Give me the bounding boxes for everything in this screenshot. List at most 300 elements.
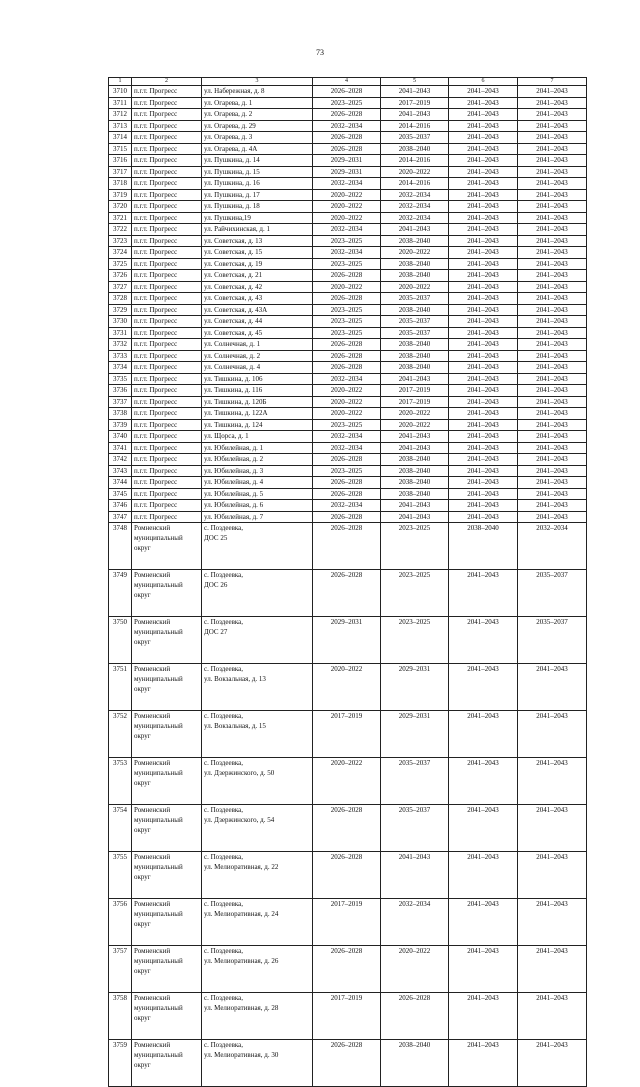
table-row bbox=[109, 899, 587, 946]
period-cell-col5: 2041–2043 bbox=[381, 373, 449, 385]
period-cell-col7: 2041–2043 bbox=[518, 1040, 587, 1087]
period-cell-col5: 2032–2034 bbox=[381, 899, 449, 946]
address-cell bbox=[202, 419, 313, 431]
locality-line: муниципальный bbox=[134, 816, 183, 824]
period-cell-col4: 2020–2022 bbox=[313, 758, 381, 805]
table-row bbox=[109, 758, 587, 805]
column-number: 2 bbox=[132, 78, 202, 86]
address-line: с. Поздеевка, bbox=[204, 571, 244, 579]
period-cell-col4: 2020–2022 bbox=[313, 396, 381, 408]
locality-line: п.г.т. Прогресс bbox=[134, 328, 178, 337]
locality-line: п.г.т. Прогресс bbox=[134, 179, 178, 187]
locality-cell bbox=[132, 477, 202, 489]
period-cell-col5: 2038–2040 bbox=[381, 350, 449, 362]
locality-line: округ bbox=[134, 826, 151, 834]
period-cell-col5: 2020–2022 bbox=[381, 408, 449, 420]
period-cell-col5: 2038–2040 bbox=[381, 477, 449, 489]
locality-cell bbox=[132, 304, 202, 316]
period-cell-col5: 2038–2040 bbox=[381, 304, 449, 316]
row-number-cell: 3759 bbox=[109, 1040, 132, 1087]
row-number-cell: 3711 bbox=[109, 97, 132, 109]
column-number: 3 bbox=[202, 78, 313, 86]
period-cell-col7: 2041–2043 bbox=[518, 664, 587, 711]
row-number-cell: 3749 bbox=[109, 570, 132, 617]
locality-line: округ bbox=[134, 732, 151, 740]
period-cell-col7: 2041–2043 bbox=[518, 805, 587, 852]
period-cell-col7: 2041–2043 bbox=[518, 373, 587, 385]
period-cell-col5: 2032–2034 bbox=[381, 201, 449, 213]
period-cell-col5: 2041–2043 bbox=[381, 86, 449, 98]
address-cell bbox=[202, 270, 313, 282]
locality-line: муниципальный bbox=[134, 628, 183, 636]
address-line: ул. Советская, д. 44 bbox=[204, 317, 263, 325]
row-number-cell: 3757 bbox=[109, 946, 132, 993]
period-cell-col4: 2023–2025 bbox=[313, 316, 381, 328]
period-cell-col4: 2032–2034 bbox=[313, 120, 381, 132]
row-number-cell: 3729 bbox=[109, 304, 132, 316]
period-cell-col4: 2026–2028 bbox=[313, 86, 381, 98]
period-cell-col5: 2029–2031 bbox=[381, 711, 449, 758]
address-line: ул. Пушкина, д. 18 bbox=[204, 202, 260, 210]
table-row bbox=[109, 339, 587, 351]
row-number-cell: 3725 bbox=[109, 258, 132, 270]
locality-line: округ bbox=[134, 920, 151, 928]
table-row bbox=[109, 805, 587, 852]
row-number-cell: 3712 bbox=[109, 109, 132, 121]
address-cell bbox=[202, 166, 313, 178]
address-cell bbox=[202, 993, 313, 1040]
address-line: ул. Юбилейная, д. 6 bbox=[204, 501, 264, 509]
table-row bbox=[109, 442, 587, 454]
locality-line: Ромненский bbox=[134, 618, 171, 626]
table-row bbox=[109, 396, 587, 408]
period-cell-col4: 2026–2028 bbox=[313, 339, 381, 351]
period-cell-col4: 2020–2022 bbox=[313, 189, 381, 201]
period-cell-col5: 2035–2037 bbox=[381, 327, 449, 339]
locality-line: округ bbox=[134, 685, 151, 693]
period-cell-col4: 2029–2031 bbox=[313, 617, 381, 664]
period-cell-col6: 2041–2043 bbox=[449, 1040, 518, 1087]
address-cell bbox=[202, 362, 313, 374]
row-number-cell: 3717 bbox=[109, 166, 132, 178]
address-cell bbox=[202, 373, 313, 385]
period-cell-col6: 2041–2043 bbox=[449, 97, 518, 109]
locality-cell bbox=[132, 373, 202, 385]
table-row bbox=[109, 408, 587, 420]
period-cell-col6: 2041–2043 bbox=[449, 281, 518, 293]
locality-line: п.г.т. Прогресс bbox=[134, 282, 178, 291]
period-cell-col6: 2041–2043 bbox=[449, 327, 518, 339]
period-cell-col7: 2041–2043 bbox=[518, 258, 587, 270]
address-cell bbox=[202, 617, 313, 664]
address-cell bbox=[202, 758, 313, 805]
address-line: ул. Советская, д. 43 bbox=[204, 294, 263, 302]
locality-line: муниципальный bbox=[134, 1051, 183, 1059]
period-cell-col4: 2029–2031 bbox=[313, 166, 381, 178]
column-number: 1 bbox=[109, 78, 132, 86]
locality-line: Ромненский bbox=[134, 853, 171, 861]
address-cell bbox=[202, 201, 313, 213]
period-cell-col5: 2035–2037 bbox=[381, 132, 449, 144]
column-number-row bbox=[109, 78, 587, 86]
address-cell bbox=[202, 350, 313, 362]
address-line: ул. Солнечная, д. 4 bbox=[204, 363, 261, 371]
period-cell-col6: 2041–2043 bbox=[449, 293, 518, 305]
period-cell-col7: 2041–2043 bbox=[518, 132, 587, 144]
address-line: с. Поздеевка, bbox=[204, 806, 244, 814]
address-line: ул. Райчихинская, д. 1 bbox=[204, 225, 270, 233]
period-cell-col6: 2041–2043 bbox=[449, 711, 518, 758]
locality-line: муниципальный bbox=[134, 910, 183, 918]
address-cell bbox=[202, 664, 313, 711]
row-number-cell: 3723 bbox=[109, 235, 132, 247]
row-number-cell: 3734 bbox=[109, 362, 132, 374]
address-line: ул. Юбилейная, д. 2 bbox=[204, 455, 264, 463]
period-cell-col6: 2041–2043 bbox=[449, 899, 518, 946]
address-line: ул. Пушкина, д. 16 bbox=[204, 179, 260, 187]
locality-line: муниципальный bbox=[134, 1004, 183, 1012]
period-cell-col5: 2038–2040 bbox=[381, 258, 449, 270]
period-cell-col6: 2041–2043 bbox=[449, 477, 518, 489]
table-row bbox=[109, 189, 587, 201]
period-cell-col5: 2038–2040 bbox=[381, 339, 449, 351]
row-number-cell: 3738 bbox=[109, 408, 132, 420]
row-number-cell: 3753 bbox=[109, 758, 132, 805]
schedule-table bbox=[108, 77, 587, 1087]
address-line: ул. Тишкина, д. 106 bbox=[204, 374, 263, 383]
address-cell bbox=[202, 465, 313, 477]
address-line: ул. Огарева, д. 1 bbox=[204, 98, 253, 107]
locality-line: п.г.т. Прогресс bbox=[134, 225, 178, 233]
table-row bbox=[109, 488, 587, 500]
row-number-cell: 3745 bbox=[109, 488, 132, 500]
period-cell-col4: 2026–2028 bbox=[313, 1040, 381, 1087]
locality-line: Ромненский bbox=[134, 994, 171, 1002]
table-row bbox=[109, 431, 587, 443]
locality-line: Ромненский bbox=[134, 759, 171, 767]
period-cell-col6: 2041–2043 bbox=[449, 270, 518, 282]
period-cell-col5: 2035–2037 bbox=[381, 316, 449, 328]
period-cell-col5: 2041–2043 bbox=[381, 511, 449, 523]
address-line: с. Поздеевка, bbox=[204, 1041, 244, 1049]
row-number-cell: 3751 bbox=[109, 664, 132, 711]
period-cell-col6: 2041–2043 bbox=[449, 454, 518, 466]
table-row bbox=[109, 166, 587, 178]
address-line: ул. Советская, д. 15 bbox=[204, 248, 263, 256]
period-cell-col7: 2041–2043 bbox=[518, 385, 587, 397]
column-number: 4 bbox=[313, 78, 381, 86]
address-cell bbox=[202, 711, 313, 758]
period-cell-col7: 2041–2043 bbox=[518, 212, 587, 224]
address-line: ДОС 25 bbox=[204, 534, 228, 542]
period-cell-col7: 2041–2043 bbox=[518, 293, 587, 305]
period-cell-col6: 2041–2043 bbox=[449, 339, 518, 351]
locality-cell bbox=[132, 852, 202, 899]
locality-line: п.г.т. Прогресс bbox=[134, 121, 178, 130]
locality-cell bbox=[132, 86, 202, 98]
address-line: ул. Советская, д. 42 bbox=[204, 282, 263, 291]
address-line: ул. Мелиоративная, д. 30 bbox=[204, 1051, 279, 1059]
period-cell-col5: 2020–2022 bbox=[381, 166, 449, 178]
address-line: ул. Солнечная, д. 2 bbox=[204, 351, 261, 360]
table-row bbox=[109, 86, 587, 98]
period-cell-col7: 2041–2043 bbox=[518, 201, 587, 213]
row-number-cell: 3719 bbox=[109, 189, 132, 201]
period-cell-col6: 2041–2043 bbox=[449, 396, 518, 408]
period-cell-col7: 2041–2043 bbox=[518, 281, 587, 293]
row-number-cell: 3732 bbox=[109, 339, 132, 351]
address-line: с. Поздеевка, bbox=[204, 759, 244, 767]
period-cell-col4: 2020–2022 bbox=[313, 385, 381, 397]
period-cell-col6: 2041–2043 bbox=[449, 419, 518, 431]
address-line: ул. Огарева, д. 29 bbox=[204, 121, 256, 130]
row-number-cell: 3720 bbox=[109, 201, 132, 213]
locality-cell bbox=[132, 711, 202, 758]
period-cell-col5: 2041–2043 bbox=[381, 109, 449, 121]
locality-line: п.г.т. Прогресс bbox=[134, 133, 178, 141]
locality-line: п.г.т. Прогресс bbox=[134, 156, 178, 164]
address-cell bbox=[202, 178, 313, 190]
table-row bbox=[109, 178, 587, 190]
locality-line: п.г.т. Прогресс bbox=[134, 489, 178, 498]
period-cell-col5: 2023–2025 bbox=[381, 570, 449, 617]
address-cell bbox=[202, 189, 313, 201]
period-cell-col4: 2026–2028 bbox=[313, 946, 381, 993]
locality-cell bbox=[132, 758, 202, 805]
address-cell bbox=[202, 852, 313, 899]
address-cell bbox=[202, 316, 313, 328]
period-cell-col5: 2035–2037 bbox=[381, 293, 449, 305]
table-row bbox=[109, 362, 587, 374]
address-line: ДОС 26 bbox=[204, 581, 228, 589]
period-cell-col6: 2041–2043 bbox=[449, 258, 518, 270]
address-line: с. Поздеевка, bbox=[204, 853, 244, 861]
period-cell-col7: 2041–2043 bbox=[518, 304, 587, 316]
address-cell bbox=[202, 396, 313, 408]
address-cell bbox=[202, 258, 313, 270]
page-number: 73 bbox=[316, 48, 324, 57]
address-cell bbox=[202, 155, 313, 167]
period-cell-col4: 2023–2025 bbox=[313, 258, 381, 270]
locality-line: п.г.т. Прогресс bbox=[134, 455, 178, 463]
address-line: ул. Пушкина, д. 15 bbox=[204, 167, 260, 176]
table-row bbox=[109, 523, 587, 570]
locality-line: п.г.т. Прогресс bbox=[134, 397, 178, 406]
locality-cell bbox=[132, 454, 202, 466]
period-cell-col7: 2041–2043 bbox=[518, 166, 587, 178]
period-cell-col5: 2038–2040 bbox=[381, 465, 449, 477]
address-line: ул. Советская, д. 43А bbox=[204, 305, 268, 314]
row-number-cell: 3742 bbox=[109, 454, 132, 466]
locality-cell bbox=[132, 408, 202, 420]
address-cell bbox=[202, 477, 313, 489]
row-number-cell: 3731 bbox=[109, 327, 132, 339]
period-cell-col7: 2041–2043 bbox=[518, 235, 587, 247]
locality-line: Ромненский bbox=[134, 665, 171, 673]
period-cell-col5: 2014–2016 bbox=[381, 155, 449, 167]
period-cell-col6: 2041–2043 bbox=[449, 224, 518, 236]
period-cell-col4: 2023–2025 bbox=[313, 327, 381, 339]
period-cell-col4: 2023–2025 bbox=[313, 465, 381, 477]
table-body bbox=[109, 78, 587, 1087]
period-cell-col5: 2041–2043 bbox=[381, 442, 449, 454]
locality-line: п.г.т. Прогресс bbox=[134, 202, 178, 210]
table-row bbox=[109, 281, 587, 293]
locality-cell bbox=[132, 327, 202, 339]
period-cell-col7: 2041–2043 bbox=[518, 224, 587, 236]
locality-line: п.г.т. Прогресс bbox=[134, 374, 178, 383]
row-number-cell: 3743 bbox=[109, 465, 132, 477]
period-cell-col6: 2041–2043 bbox=[449, 465, 518, 477]
period-cell-col5: 2041–2043 bbox=[381, 431, 449, 443]
address-cell bbox=[202, 408, 313, 420]
period-cell-col6: 2041–2043 bbox=[449, 109, 518, 121]
row-number-cell: 3739 bbox=[109, 419, 132, 431]
address-line: ул. Тишкина, д. 120Б bbox=[204, 397, 267, 406]
period-cell-col6: 2041–2043 bbox=[449, 500, 518, 512]
period-cell-col4: 2026–2028 bbox=[313, 852, 381, 899]
table-row bbox=[109, 465, 587, 477]
period-cell-col6: 2041–2043 bbox=[449, 235, 518, 247]
row-number-cell: 3748 bbox=[109, 523, 132, 570]
locality-cell bbox=[132, 201, 202, 213]
row-number-cell: 3744 bbox=[109, 477, 132, 489]
row-number-cell: 3716 bbox=[109, 155, 132, 167]
period-cell-col7: 2041–2043 bbox=[518, 120, 587, 132]
period-cell-col6: 2041–2043 bbox=[449, 570, 518, 617]
period-cell-col7: 2041–2043 bbox=[518, 97, 587, 109]
period-cell-col5: 2029–2031 bbox=[381, 664, 449, 711]
locality-cell bbox=[132, 570, 202, 617]
locality-cell bbox=[132, 419, 202, 431]
address-line: ул. Тишкина, д. 116 bbox=[204, 386, 263, 394]
period-cell-col7: 2041–2043 bbox=[518, 270, 587, 282]
locality-line: округ bbox=[134, 873, 151, 881]
period-cell-col4: 2032–2034 bbox=[313, 442, 381, 454]
period-cell-col7: 2041–2043 bbox=[518, 86, 587, 98]
address-line: ул. Юбилейная, д. 1 bbox=[204, 443, 264, 452]
address-cell bbox=[202, 304, 313, 316]
period-cell-col7: 2041–2043 bbox=[518, 419, 587, 431]
period-cell-col7: 2041–2043 bbox=[518, 155, 587, 167]
period-cell-col5: 2041–2043 bbox=[381, 224, 449, 236]
address-line: ДОС 27 bbox=[204, 628, 228, 636]
locality-cell bbox=[132, 155, 202, 167]
address-line: с. Поздеевка, bbox=[204, 618, 244, 626]
locality-line: п.г.т. Прогресс bbox=[134, 213, 178, 222]
period-cell-col7: 2041–2043 bbox=[518, 711, 587, 758]
address-cell bbox=[202, 899, 313, 946]
period-cell-col6: 2041–2043 bbox=[449, 431, 518, 443]
period-cell-col4: 2026–2028 bbox=[313, 523, 381, 570]
locality-line: п.г.т. Прогресс bbox=[134, 167, 178, 176]
table-row bbox=[109, 946, 587, 993]
table-row bbox=[109, 511, 587, 523]
period-cell-col4: 2032–2034 bbox=[313, 500, 381, 512]
address-line: с. Поздеевка, bbox=[204, 712, 244, 720]
row-number-cell: 3741 bbox=[109, 442, 132, 454]
address-cell bbox=[202, 385, 313, 397]
table-row bbox=[109, 373, 587, 385]
address-line: ул. Огарева, д. 3 bbox=[204, 133, 253, 141]
row-number-cell: 3755 bbox=[109, 852, 132, 899]
address-cell bbox=[202, 235, 313, 247]
period-cell-col6: 2041–2043 bbox=[449, 488, 518, 500]
address-cell bbox=[202, 327, 313, 339]
table-row bbox=[109, 570, 587, 617]
column-number: 6 bbox=[449, 78, 518, 86]
locality-line: муниципальный bbox=[134, 769, 183, 777]
period-cell-col5: 2023–2025 bbox=[381, 523, 449, 570]
period-cell-col6: 2041–2043 bbox=[449, 362, 518, 374]
period-cell-col4: 2020–2022 bbox=[313, 408, 381, 420]
period-cell-col7: 2041–2043 bbox=[518, 454, 587, 466]
address-line: ул. Пушкина, д. 14 bbox=[204, 156, 260, 164]
locality-line: Ромненский bbox=[134, 571, 171, 579]
locality-cell bbox=[132, 293, 202, 305]
row-number-cell: 3736 bbox=[109, 385, 132, 397]
period-cell-col4: 2026–2028 bbox=[313, 570, 381, 617]
address-line: ул. Советская, д. 21 bbox=[204, 271, 263, 279]
locality-cell bbox=[132, 281, 202, 293]
locality-cell bbox=[132, 617, 202, 664]
locality-cell bbox=[132, 664, 202, 711]
period-cell-col6: 2041–2043 bbox=[449, 664, 518, 711]
period-cell-col4: 2026–2028 bbox=[313, 293, 381, 305]
locality-cell bbox=[132, 362, 202, 374]
address-cell bbox=[202, 212, 313, 224]
address-line: с. Поздеевка, bbox=[204, 665, 244, 673]
period-cell-col5: 2038–2040 bbox=[381, 143, 449, 155]
locality-line: муниципальный bbox=[134, 534, 183, 542]
period-cell-col7: 2041–2043 bbox=[518, 339, 587, 351]
address-line: ул. Пушкина,19 bbox=[204, 213, 251, 222]
period-cell-col4: 2026–2028 bbox=[313, 511, 381, 523]
period-cell-col6: 2041–2043 bbox=[449, 385, 518, 397]
locality-cell bbox=[132, 189, 202, 201]
locality-cell bbox=[132, 500, 202, 512]
address-line: ул. Мелиоративная, д. 26 bbox=[204, 957, 279, 965]
period-cell-col4: 2026–2028 bbox=[313, 454, 381, 466]
period-cell-col7: 2041–2043 bbox=[518, 143, 587, 155]
period-cell-col6: 2041–2043 bbox=[449, 304, 518, 316]
period-cell-col5: 2035–2037 bbox=[381, 758, 449, 805]
address-cell bbox=[202, 86, 313, 98]
period-cell-col5: 2038–2040 bbox=[381, 488, 449, 500]
address-cell bbox=[202, 120, 313, 132]
period-cell-col7: 2041–2043 bbox=[518, 316, 587, 328]
address-cell bbox=[202, 431, 313, 443]
period-cell-col6: 2041–2043 bbox=[449, 350, 518, 362]
row-number-cell: 3713 bbox=[109, 120, 132, 132]
row-number-cell: 3730 bbox=[109, 316, 132, 328]
period-cell-col5: 2038–2040 bbox=[381, 362, 449, 374]
table-row bbox=[109, 327, 587, 339]
locality-line: п.г.т. Прогресс bbox=[134, 236, 178, 245]
period-cell-col4: 2026–2028 bbox=[313, 350, 381, 362]
locality-cell bbox=[132, 396, 202, 408]
period-cell-col6: 2041–2043 bbox=[449, 373, 518, 385]
row-number-cell: 3710 bbox=[109, 86, 132, 98]
period-cell-col5: 2017–2019 bbox=[381, 385, 449, 397]
period-cell-col5: 2032–2034 bbox=[381, 189, 449, 201]
locality-line: п.г.т. Прогресс bbox=[134, 248, 178, 256]
locality-line: округ bbox=[134, 544, 151, 552]
row-number-cell: 3746 bbox=[109, 500, 132, 512]
period-cell-col5: 2038–2040 bbox=[381, 235, 449, 247]
table-row bbox=[109, 247, 587, 259]
locality-line: п.г.т. Прогресс bbox=[134, 443, 178, 452]
